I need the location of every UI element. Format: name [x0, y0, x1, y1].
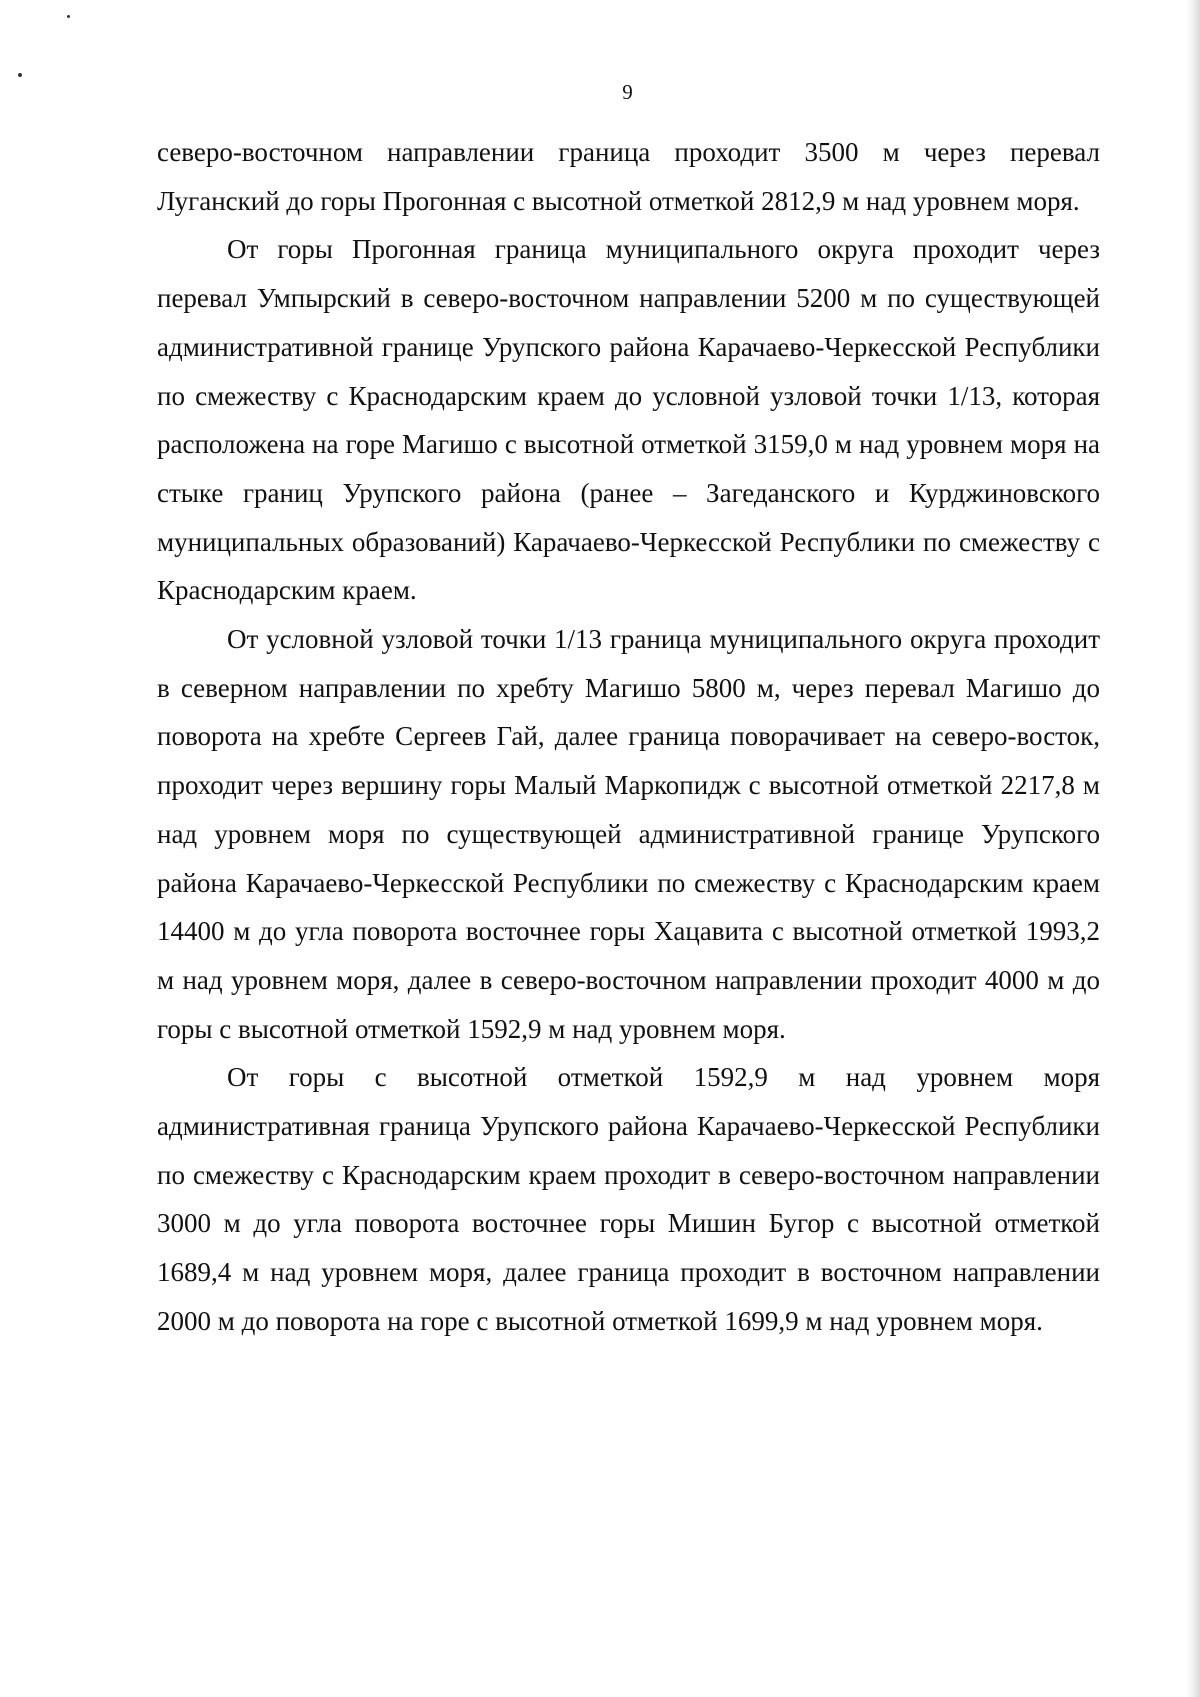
paragraph-2: От горы Прогонная граница муниципального округа проходит через перевал Умпырский в северо-восточном направлении 5200 м по существующей административной границе Урупского района Карачаево-Черкесской Республики по смежеству с Краснодарским краем до условной узловой точки 1/13, которая расположена на горе Магишо с высотной отметкой 3159,0 м над уровнем моря на стыке границ Урупского района (ранее – Загеданского и Курджиновского муниципальных образований) Карачаево-Черкесской Республики по смежеству с Краснодарским краем.: [157, 234, 1100, 606]
paragraph-3: От условной узловой точки 1/13 граница муниципального округа проходит в северном направлении по хребту Магишо 5800 м, через перевал Магишо до поворота на хребте Сергеев Гай, далее граница поворачивает на северо-восток, проходит через вершину горы Малый Маркопидж с высотной отметкой 2217,8 м над уровнем моря по существующей административной границе Урупского района Карачаево-Черкесской Республики по смежеству с Краснодарским краем 14400 м до угла поворота восточнее горы Хацавита с высотной отметкой 1993,2 м над уровнем моря, далее в северо-восточном направлении проходит 4000 м до горы с высотной отметкой 1592,9 м над уровнем моря.: [157, 624, 1100, 1044]
paragraph-1: северо-восточном направлении граница проходит 3500 м через перевал Луганский до горы Прогонная с высотной отметкой 2812,9 м над уровнем моря.: [157, 137, 1100, 216]
page-number: 9: [622, 80, 633, 104]
scan-speck: [67, 15, 70, 18]
paragraph-4: От горы с высотной отметкой 1592,9 м над уровнем моря административная граница Урупского района Карачаево-Черкесской Республики по смежеству с Краснодарским краем проходит в северо-восточном направлении 3000 м до угла поворота восточнее горы Мишин Бугор с высотной отметкой 1689,4 м над уровнем моря, далее граница проходит в восточном направлении 2000 м до поворота на горе с высотной отметкой 1699,9 м над уровнем моря.: [157, 1062, 1100, 1336]
scan-speck: [18, 73, 22, 77]
scan-edge-shadow: [1186, 0, 1200, 1697]
document-body: [157, 128, 1100, 1346]
